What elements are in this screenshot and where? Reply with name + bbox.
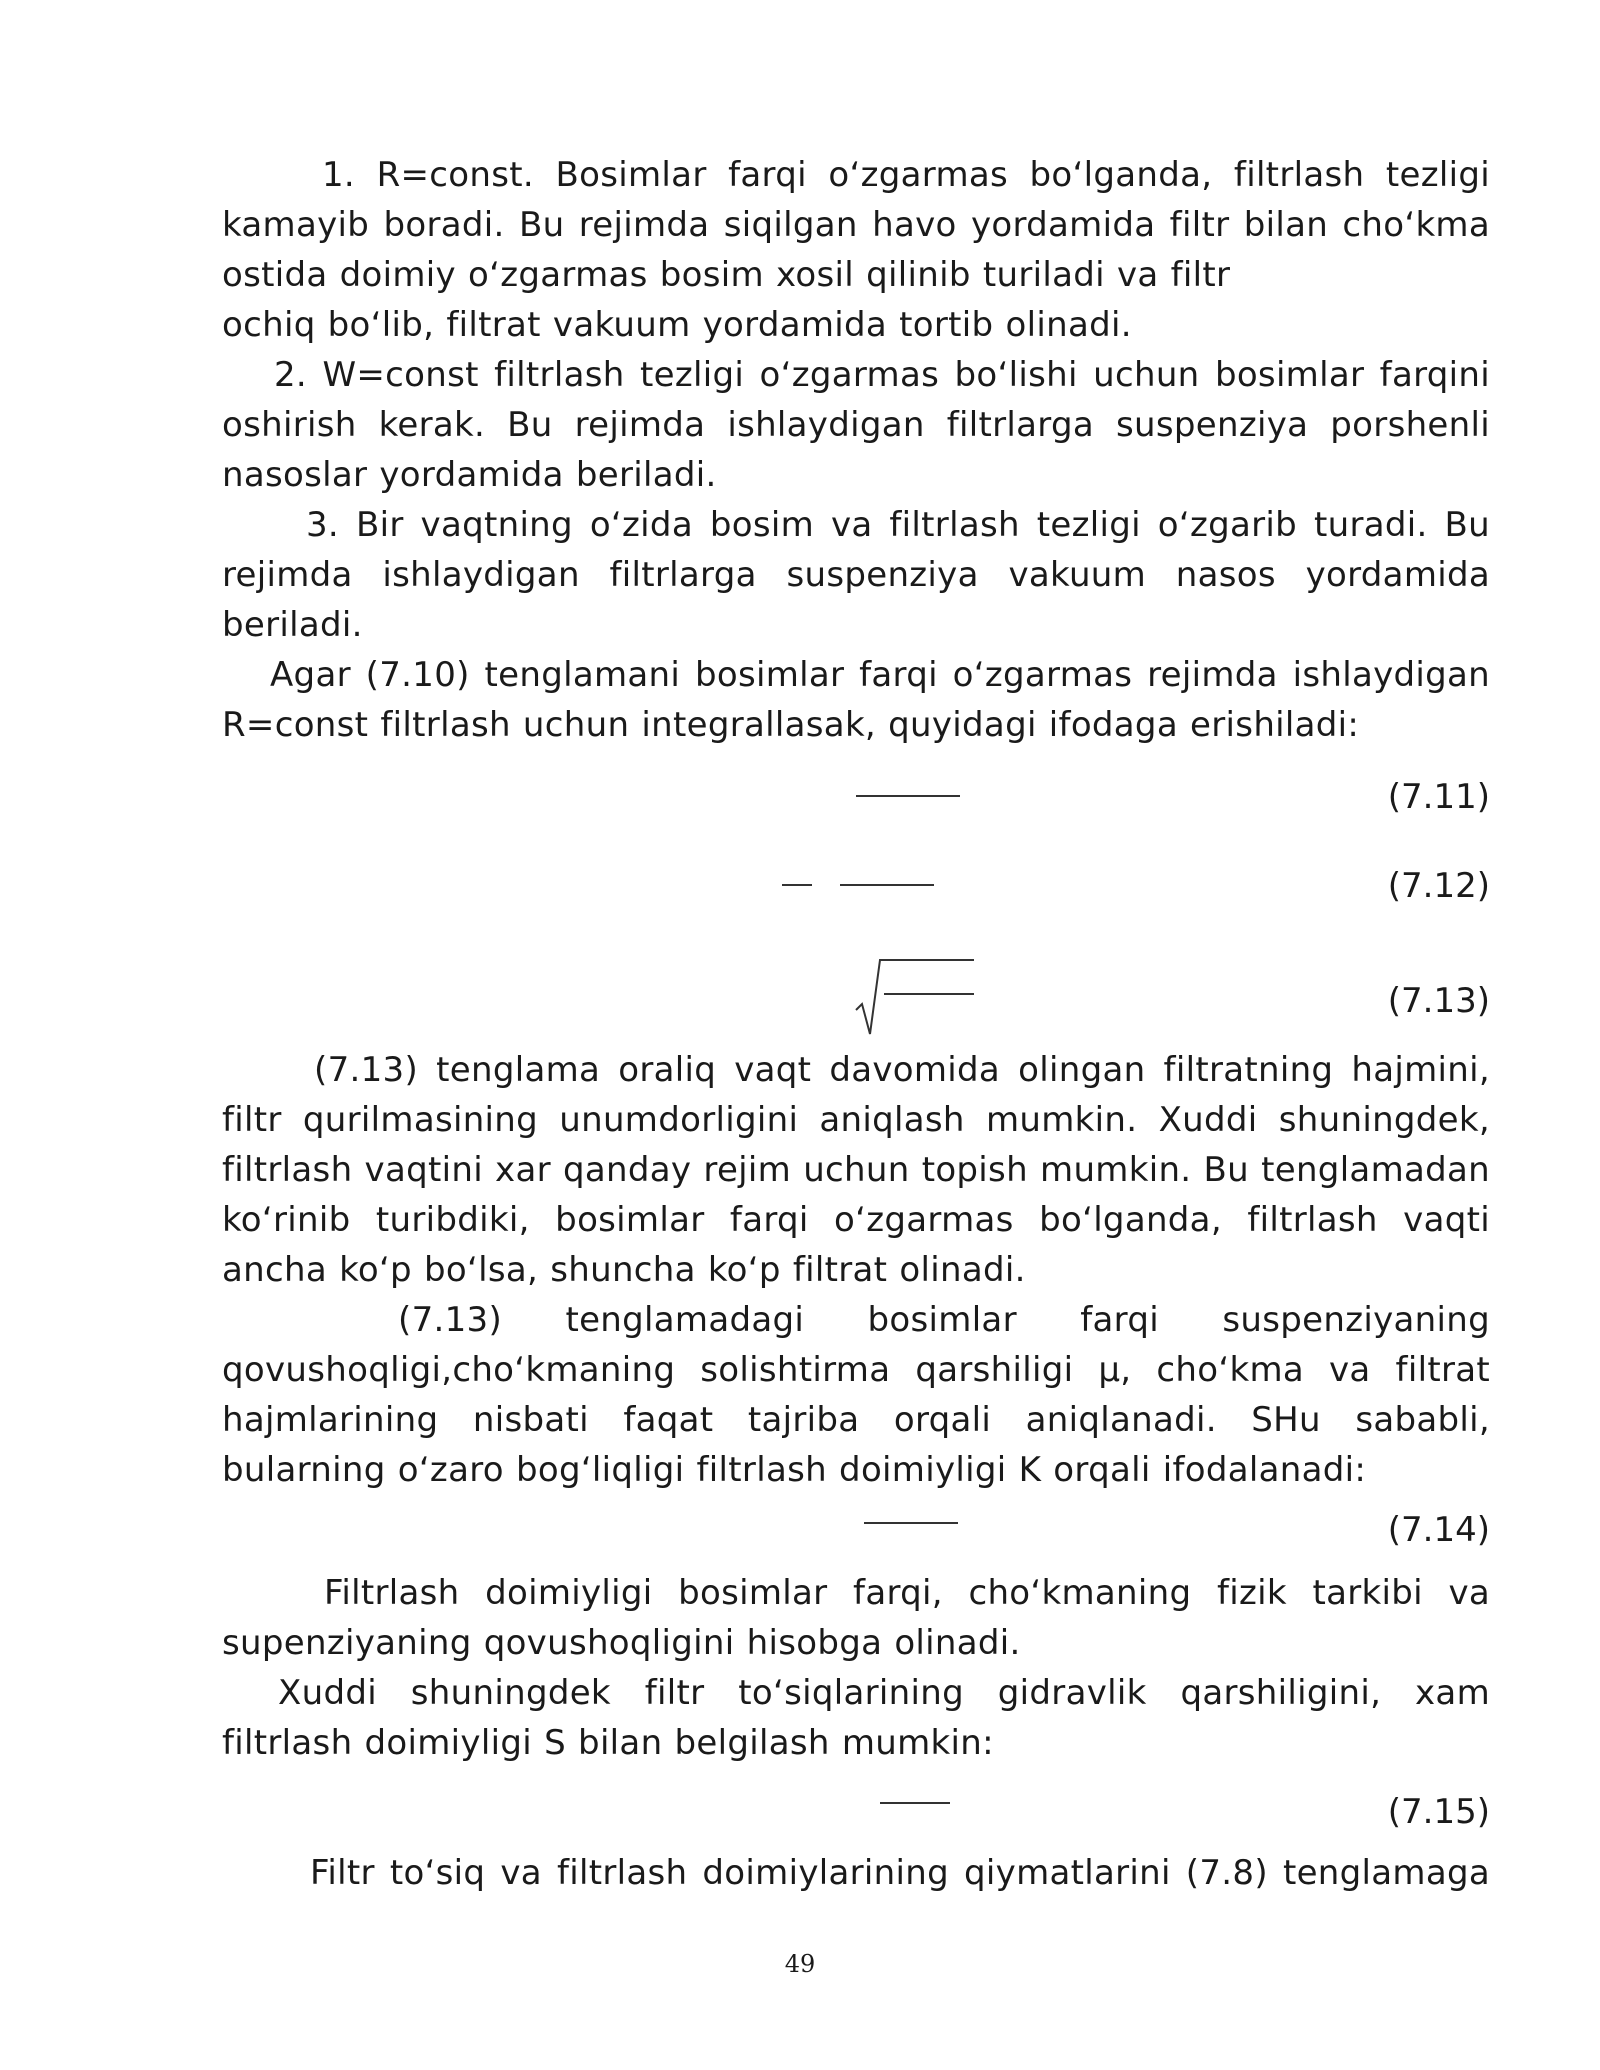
paragraph-mode-3: 3. Bir vaqtning o‘zida bosim va filtrlash tezligi o‘zgarib turadi. Bu rejimda ishlaydigan filtrlarga suspenziya vakuum nasos yordamida beriladi. (222, 505, 1490, 645)
paragraph-volume: (7.13) tenglama oraliq vaqt davomida olingan filtratning hajmini, filtr qurilmasining unumdorligini aniqlash mumkin. Xuddi shuningdek, filtrlash vaqtini xar qanday rejim uchun topish mumkin. Bu tenglamadan ko‘rinib turibdiki, bosimlar farqi o‘zgarmas bo‘lganda, filtrlash vaqti ancha ko‘p bo‘lsa, shuncha ko‘p filtrat olinadi. (222, 1050, 1490, 1290)
equation-number: (7.11) (1387, 777, 1490, 817)
fraction-bar (782, 884, 812, 886)
page-number: 49 (784, 1950, 816, 1978)
equation-number: (7.15) (1387, 1792, 1490, 1832)
equation-7-14 (222, 1505, 1490, 1565)
fraction-bar (840, 884, 934, 886)
square-root-sign (854, 958, 984, 1038)
text-block-top (222, 150, 1490, 750)
paragraph-integration: Agar (7.10) tenglamani bosimlar farqi o‘zgarmas rejimda ishlaydigan R=const filtrlash uchun integrallasak, quyidagi ifodaga erishiladi: (222, 655, 1490, 745)
fraction-bar (880, 1802, 950, 1804)
paragraph-substitution: Filtr to‘siq va filtrlash doimiylarining qiymatlarini (7.8) tenglamaga (310, 1853, 1490, 1893)
equation-7-12 (222, 861, 1490, 921)
paragraph-hydraulic-resistance: Xuddi shuningdek filtr to‘siqlarining gidravlik qarshiligini, xam filtrlash doimiyligi S bilan belgilash mumkin: (222, 1673, 1490, 1763)
equation-number: (7.12) (1387, 866, 1490, 906)
equation-number: (7.13) (1387, 981, 1490, 1021)
equation-number: (7.14) (1387, 1510, 1490, 1550)
equation-7-15 (222, 1787, 1490, 1847)
paragraph-mode-1-cont: ochiq bo‘lib, filtrat vakuum yordamida tortib olinadi. (222, 305, 1132, 345)
text-block-lower (222, 1568, 1490, 1768)
fraction-bar (864, 1522, 958, 1524)
fraction-bar (856, 795, 960, 797)
paragraph-constant-k: (7.13) tenglamadagi bosimlar farqi suspenziyaning qovushoqligi,cho‘kmaning solishtirma qarshiligi µ, cho‘kma va filtrat hajmlarining nisbati faqat tajriba orqali aniqlanadi. SHu sababli, bularning o‘zaro bog‘liqligi filtrlash doimiyligi K orqali ifodalanadi: (222, 1300, 1490, 1490)
paragraph-filtration-constant: Filtrlash doimiyligi bosimlar farqi, cho‘kmaning fizik tarkibi va supenziyaning qovushoqligini hisobga olinadi. (222, 1573, 1490, 1663)
paragraph-mode-1: 1. R=const. Bosimlar farqi o‘zgarmas bo‘lganda, filtrlash tezligi kamayib boradi. Bu rejimda siqilgan havo yordamida filtr bilan cho‘kma ostida doimiy o‘zgarmas bosim xosil qilinib turiladi va filtr (222, 155, 1490, 295)
equation-7-13 (222, 958, 1490, 1038)
paragraph-mode-2: 2. W=const filtrlash tezligi o‘zgarmas bo‘lishi uchun bosimlar farqini oshirish kerak. Bu rejimda ishlaydigan filtrlarga suspenziya porshenli nasoslar yordamida beriladi. (222, 355, 1490, 495)
equation-7-11 (222, 772, 1490, 832)
text-block-middle (222, 1045, 1490, 1495)
text-block-bottom (222, 1848, 1490, 1898)
